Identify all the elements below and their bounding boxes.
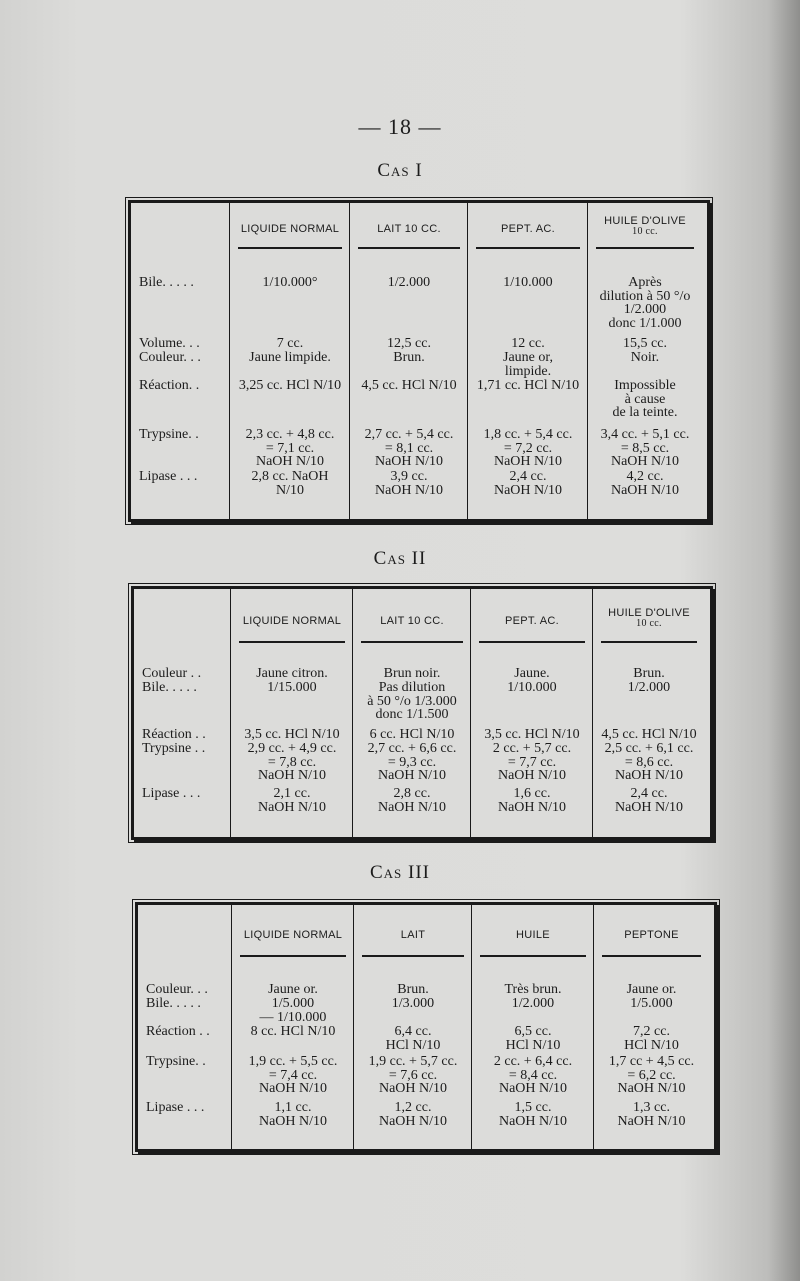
column-header: LAIT 10 CC.	[377, 223, 441, 235]
header-rule	[596, 247, 694, 249]
column-pept	[467, 203, 588, 519]
cell-reaction: 3,25 cc. HCl N/10	[238, 378, 342, 393]
cell-bile: 1/10.000	[503, 275, 553, 290]
case-1-title: Cas I	[377, 160, 423, 181]
cell-trypsine: 2,5 cc. + 6,1 cc. = 8,6 cc. NaOH N/10	[604, 741, 694, 783]
cell-trypsine: 2 cc. + 6,4 cc. = 8,4 cc. NaOH N/10	[493, 1054, 573, 1096]
column-lait	[353, 905, 472, 1149]
cell-volume: 7 cc.	[276, 336, 304, 351]
page-number: — 18 —	[358, 114, 442, 139]
cell-lipase: 1,2 cc. NaOH N/10	[378, 1100, 448, 1129]
cell-bile: 1/2.000	[387, 275, 431, 290]
cell-reaction: 6 cc. HCl N/10	[369, 727, 455, 742]
cell-reaction: 6,5 cc. HCl N/10	[505, 1024, 561, 1053]
cell-trypsine: 3,4 cc. + 5,1 cc. = 8,5 cc. NaOH N/10	[600, 427, 690, 469]
cell-bile: Pas dilution à 50 °/o 1/3.000 donc 1/1.500	[367, 680, 457, 722]
header-rule	[476, 247, 580, 249]
column-liquide-normal	[229, 203, 350, 519]
cell-lipase: 2,8 cc. NaOH N/10	[377, 786, 447, 815]
row-label-bile: Bile. . . . .	[146, 996, 201, 1011]
case-3-title: Cas III	[369, 862, 431, 883]
cell-couleur: Brun noir.	[383, 666, 441, 681]
cell-lipase: 1,1 cc. NaOH N/10	[258, 1100, 328, 1129]
cell-couleur: Jaune or.	[268, 982, 318, 997]
cell-trypsine: 2 cc. + 5,7 cc. = 7,7 cc. NaOH N/10	[492, 741, 572, 783]
cell-reaction: 3,5 cc. HCl N/10	[244, 727, 340, 742]
cell-lipase: 2,4 cc. NaOH N/10	[493, 469, 563, 498]
cell-reaction: Impossible à cause de la teinte.	[612, 378, 678, 420]
cell-reaction: 4,5 cc. HCl N/10	[361, 378, 457, 393]
cell-bile: 1/3.000	[391, 996, 435, 1011]
header-rule	[601, 641, 697, 643]
cell-couleur: Très brun.	[504, 982, 562, 997]
row-label-bile: Bile. . . . .	[142, 680, 197, 695]
column-header: LIQUIDE NORMAL	[242, 615, 342, 627]
cell-reaction: 8 cc. HCl N/10	[250, 1024, 336, 1039]
header-rule	[602, 955, 701, 957]
cell-trypsine: 1,7 cc + 4,5 cc. = 6,2 cc. NaOH N/10	[608, 1054, 695, 1096]
cell-bile: 1/2.000	[627, 680, 671, 695]
row-label-volume: Volume. . .	[139, 336, 200, 351]
cell-trypsine: 1,9 cc. + 5,7 cc. = 7,6 cc. NaOH N/10	[368, 1054, 458, 1096]
header-rule	[239, 641, 345, 643]
cell-couleur: Brun.	[393, 350, 425, 365]
column-lait	[349, 203, 468, 519]
cell-trypsine: 2,7 cc. + 6,6 cc. = 9,3 cc. NaOH N/10	[367, 741, 457, 783]
column-header: PEPTONE	[624, 929, 679, 941]
column-header: LAIT	[400, 929, 426, 941]
cell-lipase: 3,9 cc. NaOH N/10	[374, 469, 444, 498]
header-rule	[238, 247, 342, 249]
header-rule	[362, 955, 464, 957]
column-peptone	[593, 905, 709, 1149]
cell-couleur: Jaune or.	[626, 982, 677, 997]
cell-trypsine: 1,8 cc. + 5,4 cc. = 7,2 cc. NaOH N/10	[483, 427, 573, 469]
row-label-bile: Bile. . . . .	[139, 275, 194, 290]
row-label-lipase: Lipase . . .	[139, 469, 198, 484]
cell-bile: 1/10.000°	[262, 275, 318, 290]
cell-couleur: Brun.	[397, 982, 429, 997]
header-rule	[361, 641, 463, 643]
column-header: PEPT. AC.	[500, 223, 556, 235]
cell-volume: 12,5 cc.	[387, 336, 431, 351]
row-label-couleur: Couleur. . .	[146, 982, 208, 997]
cell-bile: 1/5.000	[630, 996, 673, 1011]
column-huile	[471, 905, 594, 1149]
cell-lipase: 1,6 cc. NaOH N/10	[497, 786, 567, 815]
cell-couleur: Noir.	[630, 350, 660, 365]
row-label-trypsine: Trypsine . .	[142, 741, 206, 756]
cell-lipase: 2,4 cc. NaOH N/10	[614, 786, 684, 815]
cell-trypsine: 2,3 cc. + 4,8 cc. = 7,1 cc. NaOH N/10	[245, 427, 335, 469]
case-2-table	[131, 586, 713, 840]
row-label-trypsine: Trypsine. .	[139, 427, 199, 442]
cell-lipase: 2,1 cc. NaOH N/10	[257, 786, 327, 815]
header-rule	[240, 955, 346, 957]
header-rule	[479, 641, 585, 643]
column-liquide-normal	[231, 905, 354, 1149]
header-rule	[480, 955, 586, 957]
column-header: HUILE D'OLIVE 10 cc.	[604, 215, 686, 237]
column-header: LAIT 10 CC.	[380, 615, 444, 627]
cell-bile: 1/2.000	[511, 996, 555, 1011]
cell-couleur: Jaune.	[514, 666, 550, 681]
column-lait	[352, 589, 471, 837]
column-huile	[587, 203, 702, 519]
cell-reaction: 6,4 cc. HCl N/10	[385, 1024, 441, 1053]
cell-couleur: Brun.	[633, 666, 665, 681]
column-header: LIQUIDE NORMAL	[243, 929, 343, 941]
cell-bile: 1/5.000 — 1/10.000	[259, 996, 327, 1025]
row-label-couleur: Couleur. . .	[139, 350, 201, 365]
cell-lipase: 1,3 cc. NaOH N/10	[617, 1100, 686, 1129]
row-label-trypsine: Trypsine. .	[146, 1054, 206, 1069]
cell-volume: 15,5 cc.	[623, 336, 667, 351]
column-header: HUILE	[516, 929, 550, 941]
cell-lipase: 1,5 cc. NaOH N/10	[498, 1100, 568, 1129]
cell-volume: 12 cc.	[511, 336, 545, 351]
label-column	[131, 203, 229, 519]
case-1-table	[128, 200, 710, 522]
row-label-lipase: Lipase . . .	[142, 786, 201, 801]
cell-bile: Après dilution à 50 °/o 1/2.000 donc 1/1.000	[599, 275, 691, 331]
header-rule	[358, 247, 460, 249]
column-huile	[592, 589, 705, 837]
case-2-title: Cas II	[373, 548, 427, 569]
row-label-reaction: Réaction . .	[142, 727, 206, 742]
column-header: HUILE D'OLIVE 10 cc.	[608, 607, 690, 629]
cell-lipase: 2,8 cc. NaOH N/10	[251, 469, 329, 498]
cell-trypsine: 2,7 cc. + 5,4 cc. = 8,1 cc. NaOH N/10	[364, 427, 454, 469]
column-pept	[470, 589, 593, 837]
cell-reaction: 3,5 cc. HCl N/10	[484, 727, 580, 742]
row-label-couleur: Couleur . .	[142, 666, 202, 681]
cell-trypsine: 2,9 cc. + 4,9 cc. = 7,8 cc. NaOH N/10	[247, 741, 337, 783]
row-label-lipase: Lipase . . .	[146, 1100, 205, 1115]
cell-reaction: 7,2 cc. HCl N/10	[624, 1024, 679, 1053]
cell-trypsine: 1,9 cc. + 5,5 cc. = 7,4 cc. NaOH N/10	[248, 1054, 338, 1096]
label-column	[138, 905, 231, 1149]
case-3-table	[135, 902, 717, 1152]
label-column	[134, 589, 230, 837]
cell-reaction: 1,71 cc. HCl N/10	[476, 378, 580, 393]
row-label-reaction: Réaction . .	[146, 1024, 210, 1039]
cell-couleur: Jaune citron.	[256, 666, 328, 681]
cell-lipase: 4,2 cc. NaOH N/10	[610, 469, 680, 498]
cell-bile: 1/15.000	[267, 680, 317, 695]
column-header: LIQUIDE NORMAL	[240, 223, 340, 235]
column-liquide-normal	[230, 589, 353, 837]
cell-couleur: Jaune or, limpide.	[503, 350, 553, 379]
cell-reaction: 4,5 cc. HCl N/10	[601, 727, 697, 742]
cell-bile: 1/10.000	[507, 680, 557, 695]
row-label-reaction: Réaction. .	[139, 378, 200, 393]
column-header: PEPT. AC.	[504, 615, 560, 627]
cell-couleur: Jaune limpide.	[249, 350, 331, 365]
